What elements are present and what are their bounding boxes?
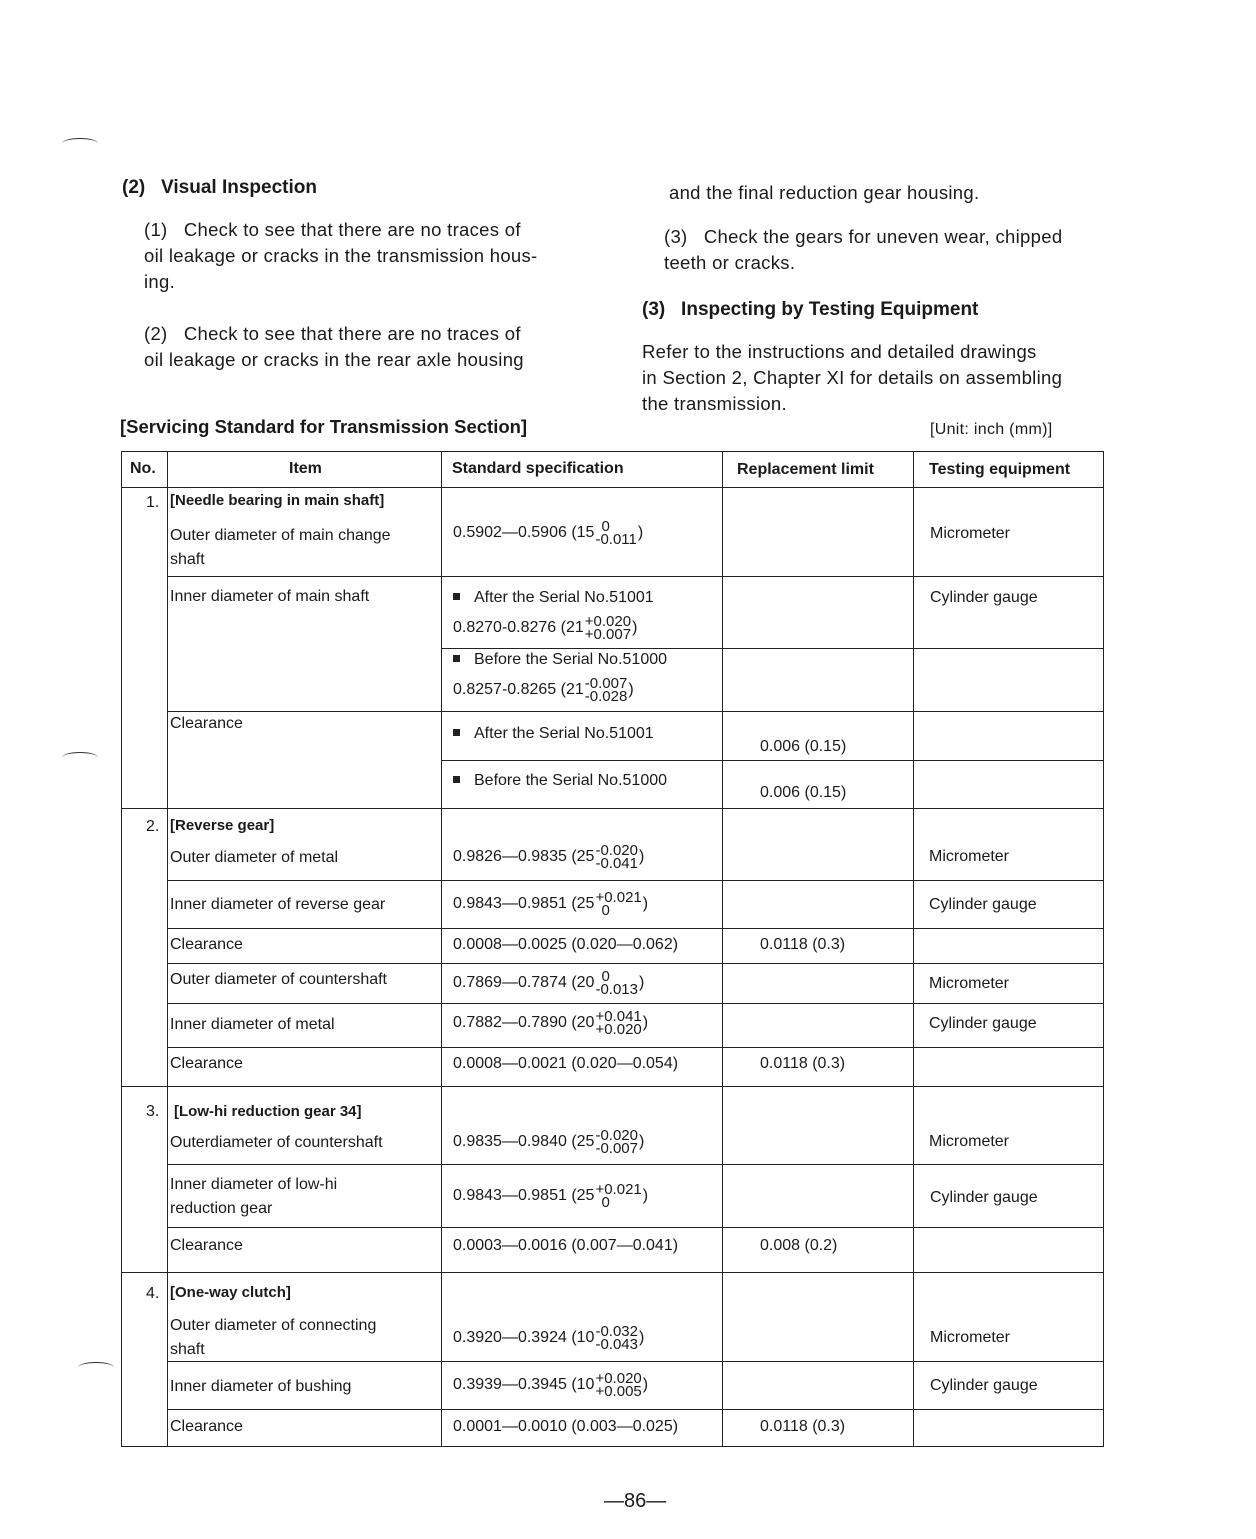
spec-cell: 0.7869—0.7874 (20 0 -0.013 ) bbox=[453, 968, 645, 998]
binding-mark bbox=[78, 1362, 114, 1373]
header-testing-equipment: Testing equipment bbox=[929, 461, 1071, 478]
item-cell: Outer diameter of connecting shaft bbox=[170, 1317, 377, 1358]
section-title: [Reverse gear] bbox=[170, 817, 275, 834]
binding-mark bbox=[62, 138, 98, 149]
section-title: [Needle bearing in main shaft] bbox=[170, 492, 385, 509]
replacement-cell: 0.006 (0.15) bbox=[760, 784, 847, 801]
item-cell: Inner diameter of metal bbox=[170, 1016, 335, 1033]
spec-cell: 0.5902—0.5906 (15 0 -0.011 ) bbox=[453, 518, 644, 548]
item-cell: Inner diameter of main shaft bbox=[170, 588, 370, 605]
item-cell: Clearance bbox=[170, 936, 243, 953]
item-cell: Inner diameter of bushing bbox=[170, 1378, 352, 1395]
header-replacement-limit: Replacement limit bbox=[737, 461, 874, 478]
replacement-cell: 0.0118 (0.3) bbox=[760, 1418, 846, 1435]
testing-cell: Cylinder gauge bbox=[930, 1377, 1038, 1394]
item-cell: Outer diameter of main change shaft bbox=[170, 527, 391, 568]
right-paragraph: Refer to the instructions and detailed drawings in Section 2, Chapter XI for details on assembling the transmission. bbox=[642, 341, 1063, 414]
spec-cell: 0.3920—0.3924 (10 -0.032 -0.043 ) bbox=[453, 1323, 645, 1353]
replacement-cell: 0.0118 (0.3) bbox=[760, 1055, 846, 1072]
testing-cell: Micrometer bbox=[930, 1329, 1011, 1346]
item-cell: Clearance bbox=[170, 1418, 243, 1435]
serial-note: Before the Serial No.51000 bbox=[453, 651, 667, 669]
testing-cell: Micrometer bbox=[929, 975, 1010, 992]
item-cell: Inner diameter of reverse gear bbox=[170, 896, 386, 913]
section-title: [One-way clutch] bbox=[170, 1284, 291, 1301]
item-cell: Clearance bbox=[170, 715, 243, 732]
spec-cell: 0.9843—0.9851 (25 +0.021 0 ) bbox=[453, 1181, 649, 1211]
section-title: [Low-hi reduction gear 34] bbox=[174, 1103, 362, 1120]
spec-cell: 0.7882—0.7890 (20 +0.041 +0.020 ) bbox=[453, 1008, 649, 1038]
testing-cell: Cylinder gauge bbox=[930, 589, 1038, 606]
serial-note: After the Serial No.51001 bbox=[453, 725, 654, 743]
table-caption: [Servicing Standard for Transmission Section] bbox=[120, 416, 528, 437]
header-standard-specification: Standard specification bbox=[452, 460, 624, 477]
right-continuation: and the final reduction gear housing. bbox=[669, 182, 980, 203]
serial-note: Before the Serial No.51000 bbox=[453, 772, 667, 790]
item-cell: Clearance bbox=[170, 1055, 243, 1072]
unit-label: [Unit: inch (mm)] bbox=[930, 421, 1053, 438]
spec-cell: 0.9843—0.9851 (25 +0.021 0 ) bbox=[453, 889, 649, 919]
spec-cell: 0.8257-0.8265 (21 -0.007 -0.028 ) bbox=[453, 675, 634, 705]
testing-cell: Cylinder gauge bbox=[930, 1189, 1038, 1206]
section-number: 3. bbox=[146, 1103, 160, 1120]
visual-inspection-heading: (2) Visual Inspection bbox=[122, 177, 317, 198]
spec-cell: 0.0003—0.0016 (0.007—0.041) bbox=[453, 1237, 679, 1254]
header-no: No. bbox=[130, 460, 156, 477]
right-item-3: (3) Check the gears for uneven wear, chipped teeth or cracks. bbox=[664, 226, 1063, 273]
spec-cell: 0.3939—0.3945 (10 +0.020 +0.005 ) bbox=[453, 1370, 649, 1400]
item-cell: Clearance bbox=[170, 1237, 243, 1254]
item-cell: Outer diameter of metal bbox=[170, 849, 339, 866]
serial-note: After the Serial No.51001 bbox=[453, 589, 654, 607]
section-number: 2. bbox=[146, 818, 160, 835]
testing-cell: Micrometer bbox=[930, 525, 1011, 542]
replacement-cell: 0.006 (0.15) bbox=[760, 738, 847, 755]
section-number: 4. bbox=[146, 1285, 160, 1302]
header-item: Item bbox=[289, 460, 322, 477]
spec-cell: 0.0008—0.0025 (0.020—0.062) bbox=[453, 936, 679, 953]
section-number: 1. bbox=[146, 494, 160, 511]
item-cell: Outer diameter of countershaft bbox=[170, 971, 387, 988]
spec-cell: 0.9835—0.9840 (25 -0.020 -0.007 ) bbox=[453, 1127, 645, 1157]
testing-equipment-heading: (3) Inspecting by Testing Equipment bbox=[642, 299, 979, 320]
replacement-cell: 0.0118 (0.3) bbox=[760, 936, 846, 953]
left-item-2: (2) Check to see that there are no traces of oil leakage or cracks in the rear axle housing bbox=[144, 323, 524, 370]
spec-cell: 0.0001—0.0010 (0.003—0.025) bbox=[453, 1418, 679, 1435]
item-cell: Inner diameter of low-hi reduction gear bbox=[170, 1176, 338, 1217]
spec-cell: 0.9826—0.9835 (25 -0.020 -0.041 ) bbox=[453, 842, 645, 872]
testing-cell: Cylinder gauge bbox=[929, 1015, 1037, 1032]
testing-cell: Micrometer bbox=[929, 848, 1010, 865]
testing-cell: Cylinder gauge bbox=[929, 896, 1037, 913]
left-item-1: (1) Check to see that there are no traces of oil leakage or cracks in the transmission hous- ing. bbox=[144, 219, 538, 292]
spec-cell: 0.0008—0.0021 (0.020—0.054) bbox=[453, 1055, 679, 1072]
binding-mark bbox=[62, 752, 98, 763]
page-number: —86— bbox=[604, 1490, 667, 1512]
testing-cell: Micrometer bbox=[929, 1133, 1010, 1150]
replacement-cell: 0.008 (0.2) bbox=[760, 1237, 838, 1254]
spec-cell: 0.8270-0.8276 (21 +0.020 +0.007 ) bbox=[453, 613, 638, 643]
item-cell: Outerdiameter of countershaft bbox=[170, 1134, 383, 1151]
